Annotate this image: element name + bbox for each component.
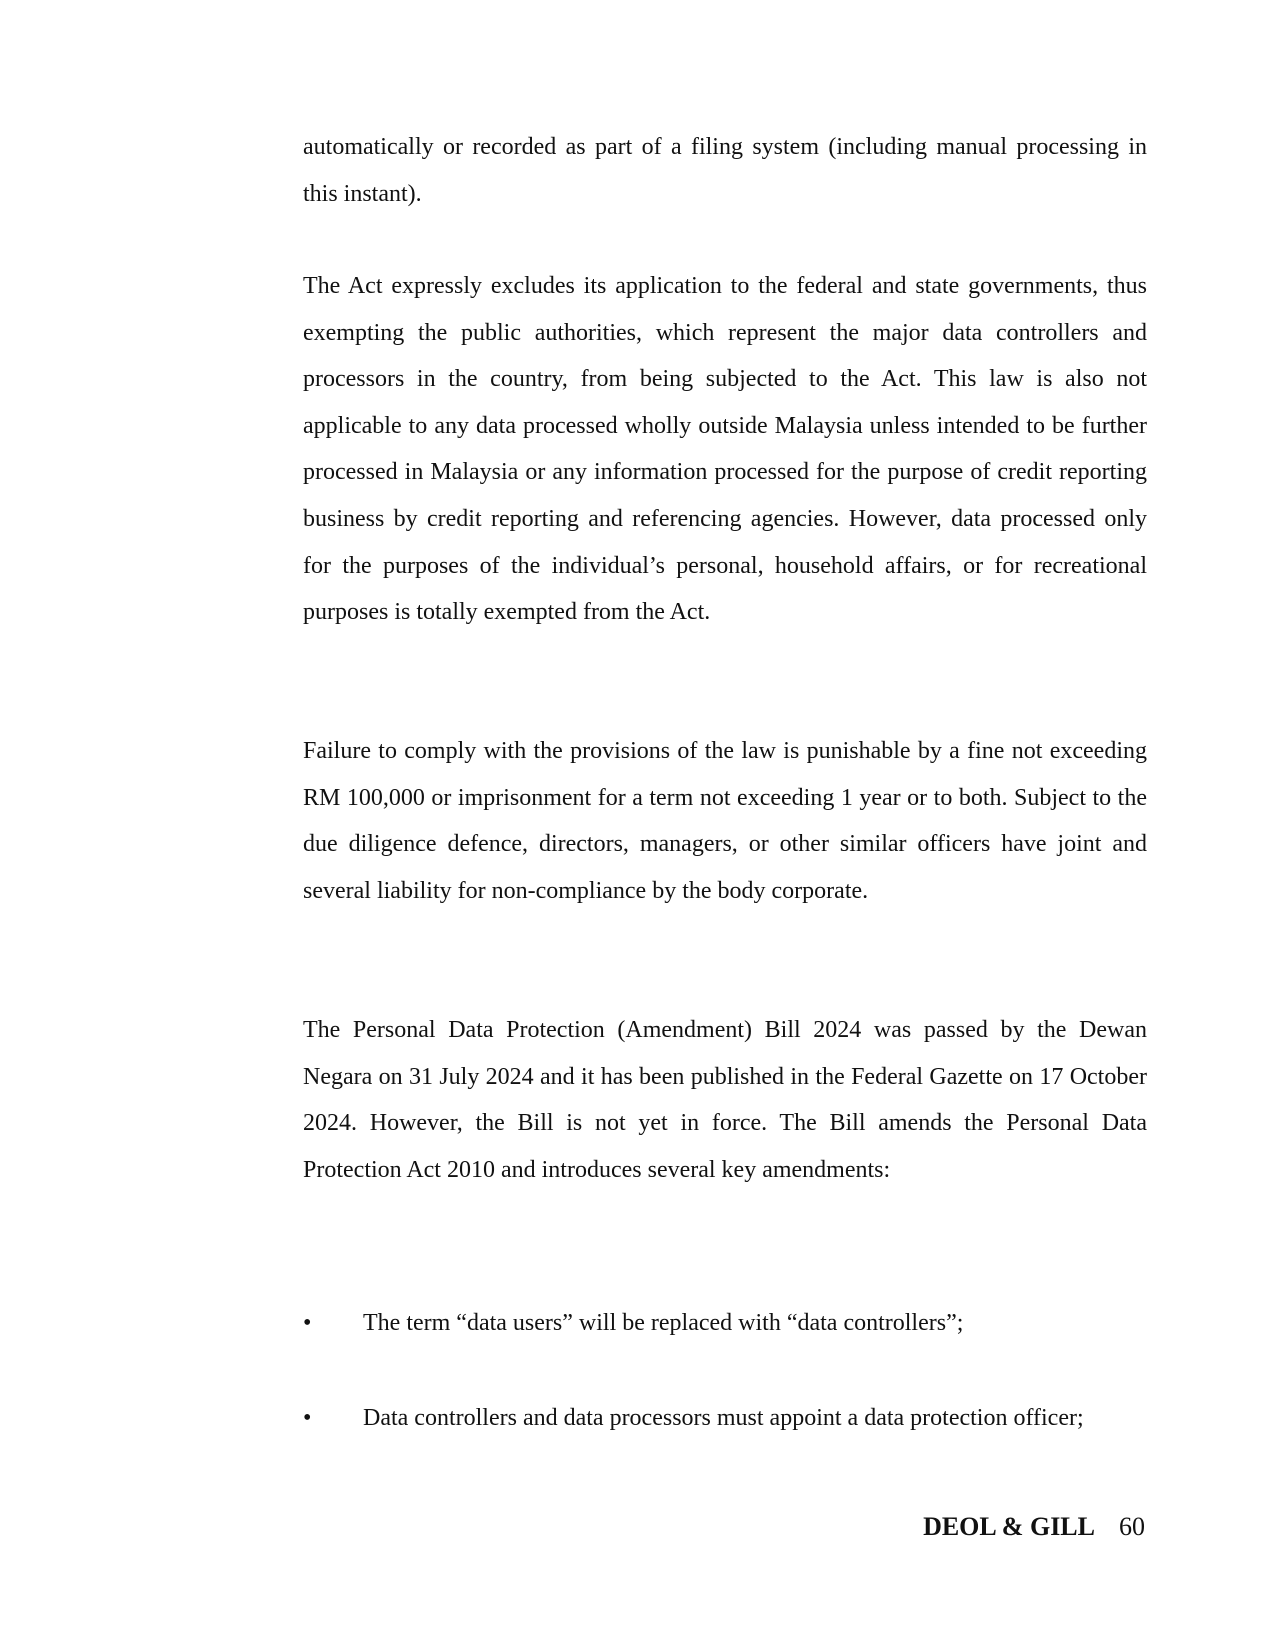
bullet-list-item xyxy=(303,1300,1147,1350)
paragraph-act-exclusions: The Act expressly excludes its application to the federal and state governments, thus exempting the public authorities, which represent the major data controllers and processors in the country, from being subjected to the Act. This law is also not applicable to any data processed wholly outside Malaysia unless intended to be further processed in Malaysia or any information processed for the purpose of credit reporting business by credit reporting and referencing agencies. However, data processed only for the purposes of the individual’s personal, household affairs, or for recreational purposes is totally exempted from the Act. xyxy=(303,273,1147,626)
bullet-list-item xyxy=(303,1395,1147,1491)
page-number: 60 xyxy=(1119,1512,1145,1541)
bullet-icon: • xyxy=(303,1405,312,1431)
page-footer xyxy=(923,1512,1145,1542)
paragraph-continuation: automatically or recorded as part of a filing system (including manual processing in this instant). xyxy=(303,134,1147,207)
bullet-text: The term “data users” will be replaced with “data controllers”; xyxy=(363,1310,964,1336)
firm-name: DEOL & GILL xyxy=(923,1512,1095,1541)
paragraph-penalties: Failure to comply with the provisions of the law is punishable by a fine not exceeding RM 100,000 or imprisonment for a term not exceeding 1 year or to both. Subject to the due diligence defence, directors, managers, or other similar officers have joint and several liability for non-compliance by the body corporate. xyxy=(303,738,1147,904)
paragraph-amendment-bill: The Personal Data Protection (Amendment) Bill 2024 was passed by the Dewan Negara on 31 July 2024 and it has been published in the Federal Gazette on 17 October 2024. However, the Bill is not yet in force. The Bill amends the Personal Data Protection Act 2010 and introduces several key amendments: xyxy=(303,1017,1147,1183)
bullet-text: Data controllers and data processors must appoint a data protection officer; xyxy=(363,1405,1084,1431)
bullet-icon: • xyxy=(303,1310,312,1336)
